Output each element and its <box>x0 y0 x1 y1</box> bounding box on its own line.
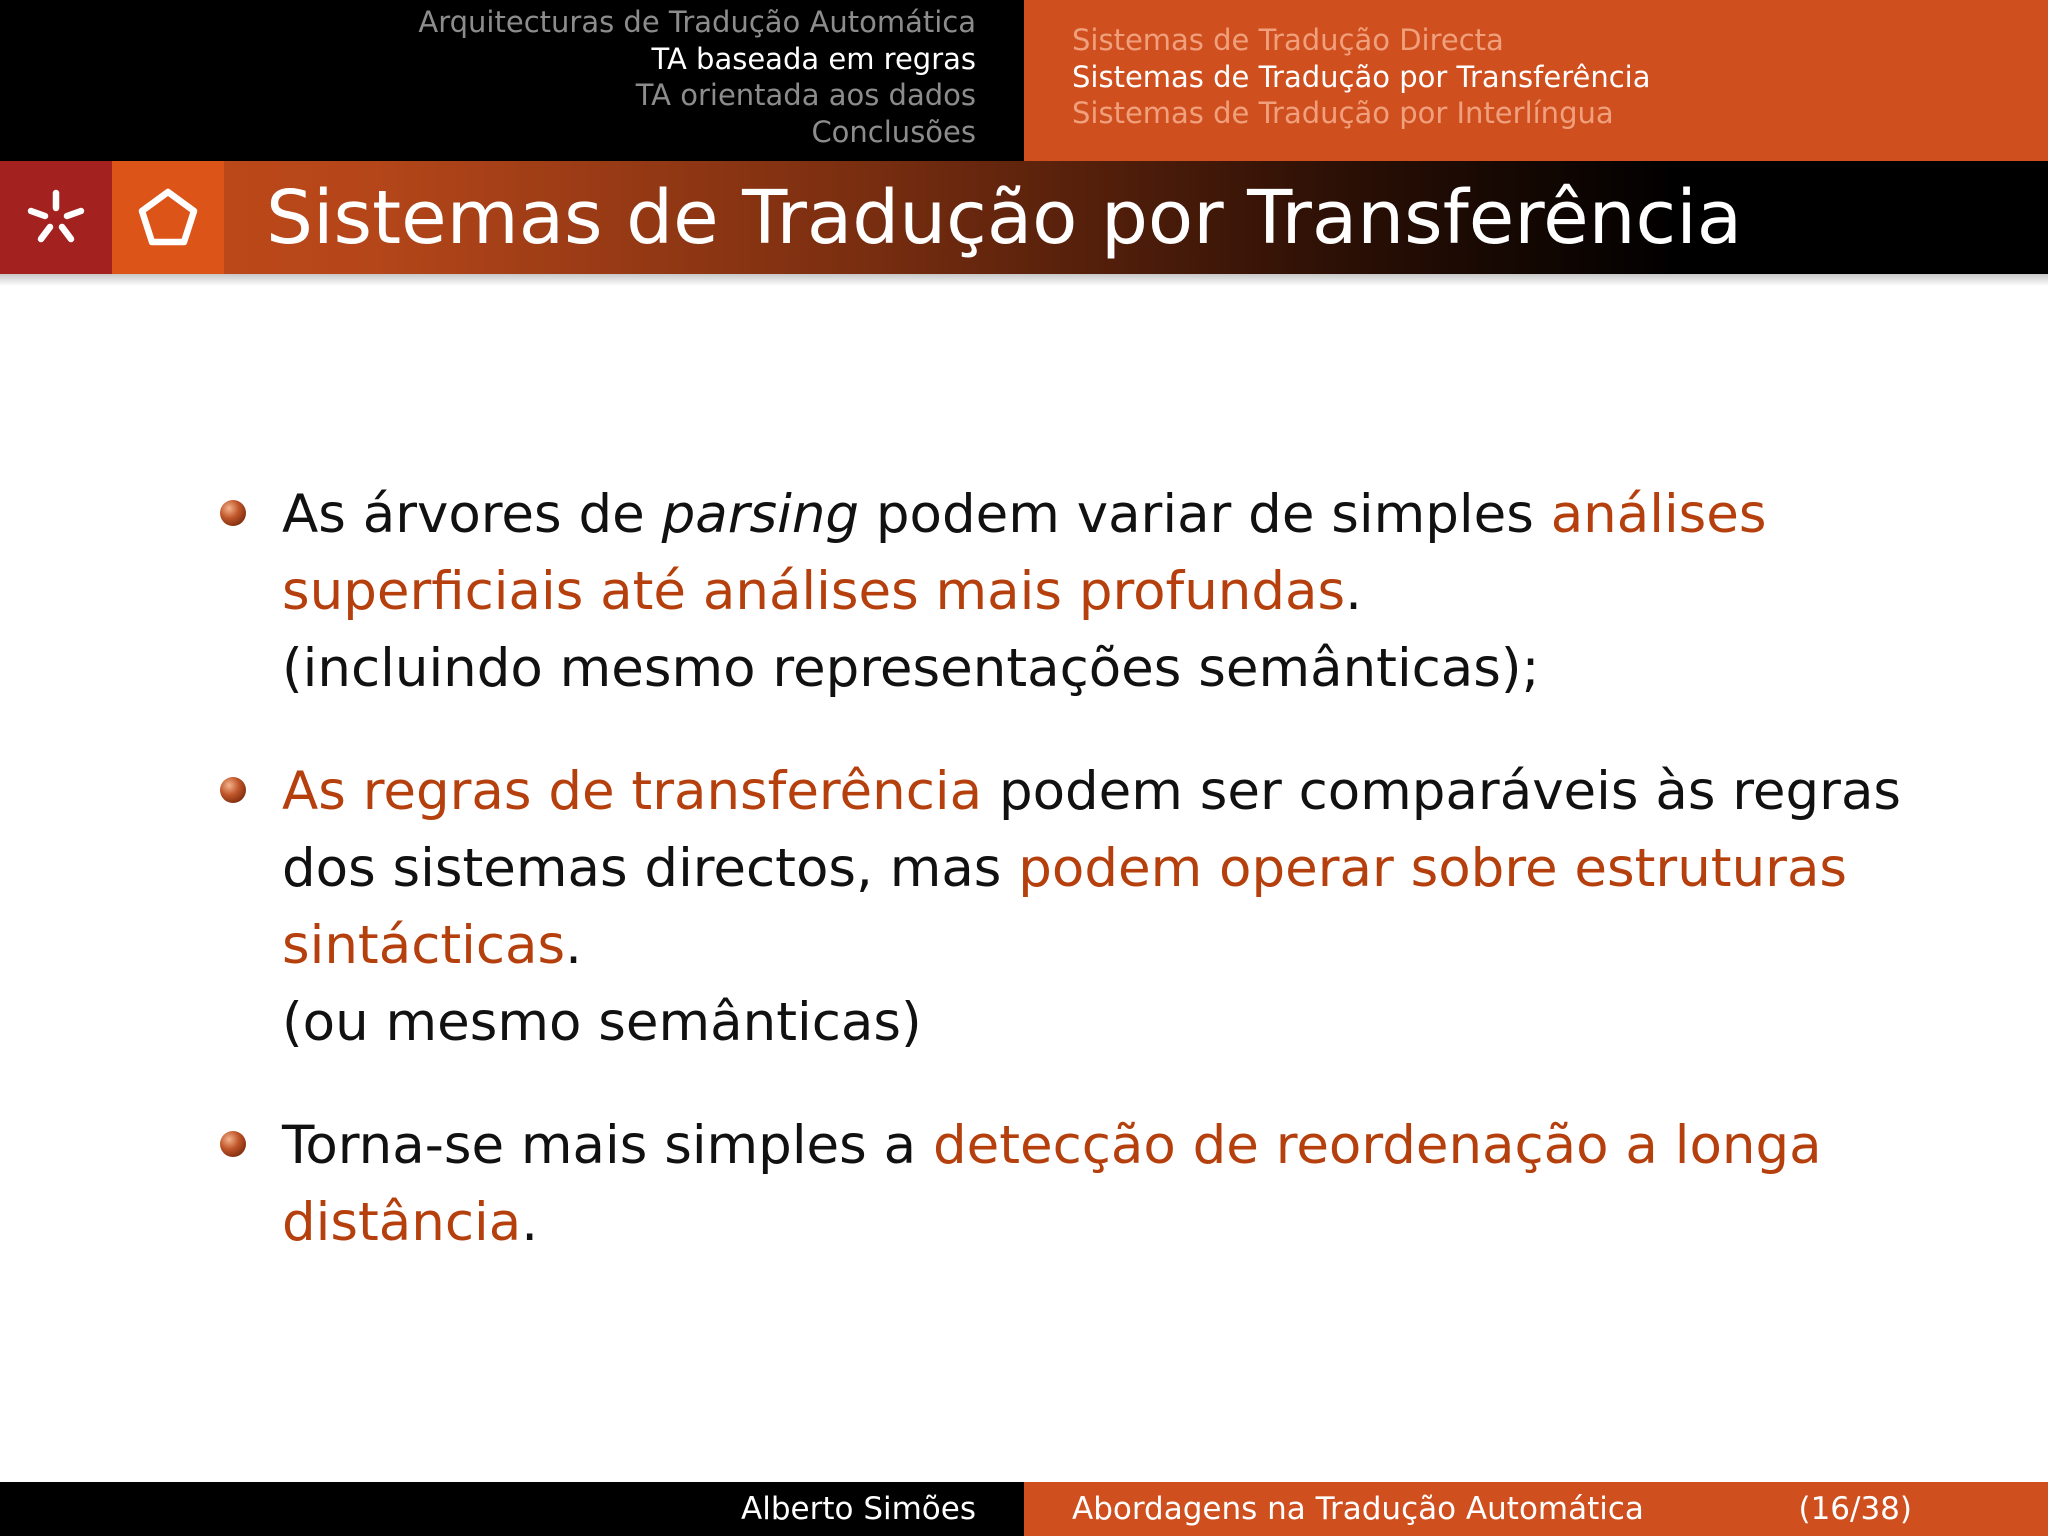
bullet-2-line-3 <box>282 907 1842 984</box>
bullet-2-line-4: (ou mesmo semânticas) <box>282 992 922 1053</box>
bullet-3-highlight: detecção de reordenação a longa <box>932 1115 1822 1176</box>
bullet-1-line-2 <box>282 553 1842 630</box>
bullet-1-text: As árvores de <box>282 484 662 545</box>
engineering-pentagon-icon <box>131 181 205 255</box>
bullet-2-text: dos sistemas directos, mas <box>282 838 1019 899</box>
nav-subsection-transferencia[interactable]: Sistemas de Tradução por Transferência <box>1072 59 1651 94</box>
uminho-logo-icon <box>21 183 91 253</box>
bullet-3-text: . <box>521 1192 539 1253</box>
bullet-item-1 <box>282 476 1842 707</box>
bullet-1-emphasis-parsing: parsing <box>661 484 860 545</box>
bullet-ball-icon <box>220 1131 246 1157</box>
bullet-1-text: . <box>1345 561 1362 622</box>
bullet-3-text: Torna-se mais simples a <box>282 1115 933 1176</box>
bullet-1-line-1 <box>282 476 1842 553</box>
engineering-logo <box>112 161 224 274</box>
bullet-item-3 <box>282 1107 1842 1261</box>
subsection-navigation <box>1024 0 2048 161</box>
bullet-1-highlight: superficiais até análises mais profundas <box>282 561 1346 622</box>
bullet-1-line-3: (incluindo mesmo representações semânticas); <box>282 638 1540 699</box>
bullet-2-text: . <box>565 915 582 976</box>
footer-talk-title: Abordagens na Tradução Automática <box>1072 1491 1644 1527</box>
bullet-3-line-2 <box>282 1184 1842 1261</box>
footer-author: Alberto Simões <box>741 1491 976 1527</box>
nav-section-ta-dados[interactable]: TA orientada aos dados <box>635 78 976 112</box>
bullet-2-text: podem ser comparáveis às regras <box>982 761 1902 822</box>
bullet-2-highlight: sintácticas <box>282 915 566 976</box>
bullet-ball-icon <box>220 777 246 803</box>
footer-author-bar <box>0 1482 1024 1536</box>
footer-page-number: (16/38) <box>1798 1491 1912 1527</box>
nav-section-arquitecturas[interactable]: Arquitecturas de Tradução Automática <box>418 5 976 39</box>
bullet-ball-icon <box>220 500 246 526</box>
bullet-3-highlight: distância <box>282 1192 522 1253</box>
bullet-1-highlight: análises <box>1550 484 1767 545</box>
nav-section-ta-regras[interactable]: TA baseada em regras <box>651 41 976 76</box>
nav-subsection-directa[interactable]: Sistemas de Tradução Directa <box>1072 23 1504 57</box>
bullet-2-highlight: As regras de transferência <box>282 761 983 822</box>
slide-title: Sistemas de Tradução por Transferência <box>266 175 1743 261</box>
bullet-2-line-2 <box>282 830 1848 907</box>
bullet-3-line-1 <box>282 1107 1842 1184</box>
bullet-2-highlight: podem operar sobre estruturas <box>1018 838 1848 899</box>
bullet-item-2 <box>282 753 1902 1061</box>
title-bar-shadow <box>0 274 2048 286</box>
uminho-logo <box>0 161 112 274</box>
nav-subsection-interlingua[interactable]: Sistemas de Tradução por Interlíngua <box>1072 96 1614 130</box>
section-navigation <box>0 0 1024 161</box>
bullet-2-line-1 <box>282 753 1902 830</box>
footer-title-bar <box>1024 1482 2048 1536</box>
nav-section-conclusoes[interactable]: Conclusões <box>811 114 976 149</box>
bullet-1-text: podem variar de simples <box>859 484 1551 545</box>
